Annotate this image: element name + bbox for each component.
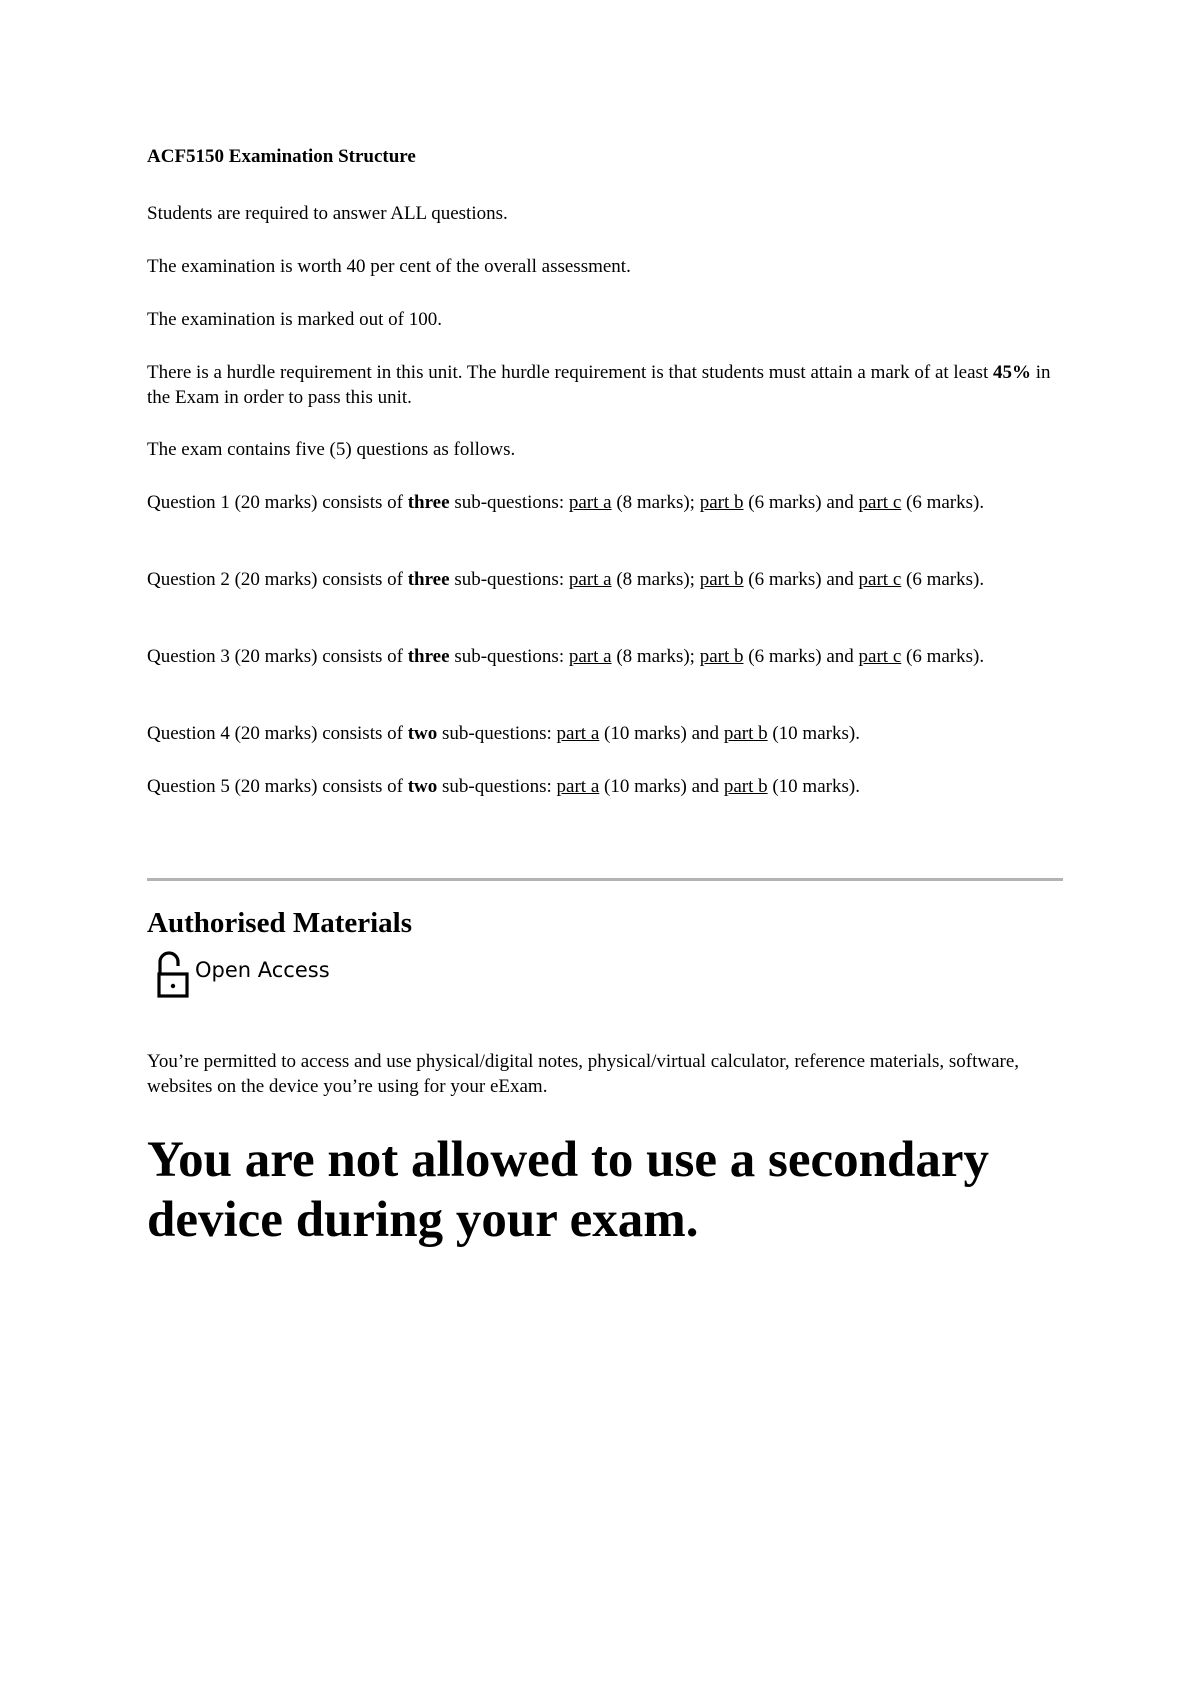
subquestion-marks: (10 marks) and: [599, 776, 724, 797]
subquestion-count: two: [407, 723, 438, 744]
instruction-answer-all: Students are required to answer ALL questions.: [147, 203, 508, 224]
subquestion-count: three: [407, 492, 450, 513]
subquestion-part-label: part a: [556, 776, 600, 797]
question-2-description: [147, 567, 1063, 592]
question-1-description: [147, 490, 1063, 515]
subquestion-part-label: part a: [568, 492, 612, 513]
subquestion-marks: (8 marks);: [611, 646, 700, 667]
question-3-description: [147, 644, 1063, 669]
question-mid: sub-questions:: [437, 723, 557, 744]
open-access-indicator: [147, 944, 330, 1000]
hurdle-text-end: in the Exam in order to pass this unit.: [147, 362, 1051, 408]
instruction-question-count: The exam contains five (5) questions as follows.: [147, 439, 516, 460]
subquestion-marks: (6 marks) and: [743, 569, 859, 590]
subquestion-marks: (10 marks).: [767, 776, 860, 797]
instruction-weighting: The examination is worth 40 per cent of the overall assessment.: [147, 256, 631, 277]
subquestion-part-label: part c: [858, 569, 902, 590]
subquestion-part-label: part b: [723, 723, 768, 744]
question-lead: Question 1 (20 marks) consists of: [147, 492, 408, 513]
subquestion-part-label: part b: [699, 492, 744, 513]
subquestion-count: two: [407, 776, 438, 797]
question-mid: sub-questions:: [449, 492, 569, 513]
subquestion-marks: (6 marks).: [901, 492, 985, 513]
subquestion-part-label: part a: [568, 646, 612, 667]
page-title: ACF5150 Examination Structure: [147, 146, 416, 167]
subquestion-part-label: part b: [699, 569, 744, 590]
subquestion-marks: (10 marks).: [767, 723, 860, 744]
section-divider: [147, 878, 1063, 881]
subquestion-part-label: part c: [858, 492, 902, 513]
unlocked-padlock-icon: [147, 944, 193, 1000]
subquestion-marks: (6 marks) and: [743, 646, 859, 667]
question-lead: Question 2 (20 marks) consists of: [147, 569, 408, 590]
open-access-label: Open Access: [195, 958, 330, 982]
subquestion-marks: (8 marks);: [611, 492, 700, 513]
question-lead: Question 3 (20 marks) consists of: [147, 646, 408, 667]
permitted-materials-text: You’re permitted to access and use physical/digital notes, physical/virtual calculator, reference materials, software, websites on the device you’re using for your eExam.: [147, 1051, 1020, 1097]
subquestion-marks: (6 marks).: [901, 646, 985, 667]
subquestion-marks: (6 marks).: [901, 569, 985, 590]
instruction-total-marks: The examination is marked out of 100.: [147, 309, 442, 330]
question-lead: Question 5 (20 marks) consists of: [147, 776, 408, 797]
subquestion-marks: (10 marks) and: [599, 723, 724, 744]
instruction-hurdle: [147, 360, 1063, 410]
hurdle-percentage: 45%: [992, 362, 1031, 383]
subquestion-part-label: part c: [858, 646, 902, 667]
question-5-description: [147, 774, 1063, 799]
subquestion-count: three: [407, 569, 450, 590]
subquestion-part-label: part a: [568, 569, 612, 590]
subquestion-part-label: part b: [699, 646, 744, 667]
question-mid: sub-questions:: [449, 569, 569, 590]
authorised-materials-heading: Authorised Materials: [147, 907, 412, 939]
question-lead: Question 4 (20 marks) consists of: [147, 723, 408, 744]
subquestion-part-label: part b: [723, 776, 768, 797]
question-4-description: [147, 721, 1063, 746]
subquestion-count: three: [407, 646, 450, 667]
hurdle-text-start: There is a hurdle requirement in this unit. The hurdle requirement is that students must attain a mark of at least: [147, 362, 993, 383]
subquestion-part-label: part a: [556, 723, 600, 744]
question-mid: sub-questions:: [449, 646, 569, 667]
subquestion-marks: (6 marks) and: [743, 492, 859, 513]
question-mid: sub-questions:: [437, 776, 557, 797]
secondary-device-warning: You are not allowed to use a secondary device during your exam.: [147, 1132, 989, 1248]
subquestion-marks: (8 marks);: [611, 569, 700, 590]
